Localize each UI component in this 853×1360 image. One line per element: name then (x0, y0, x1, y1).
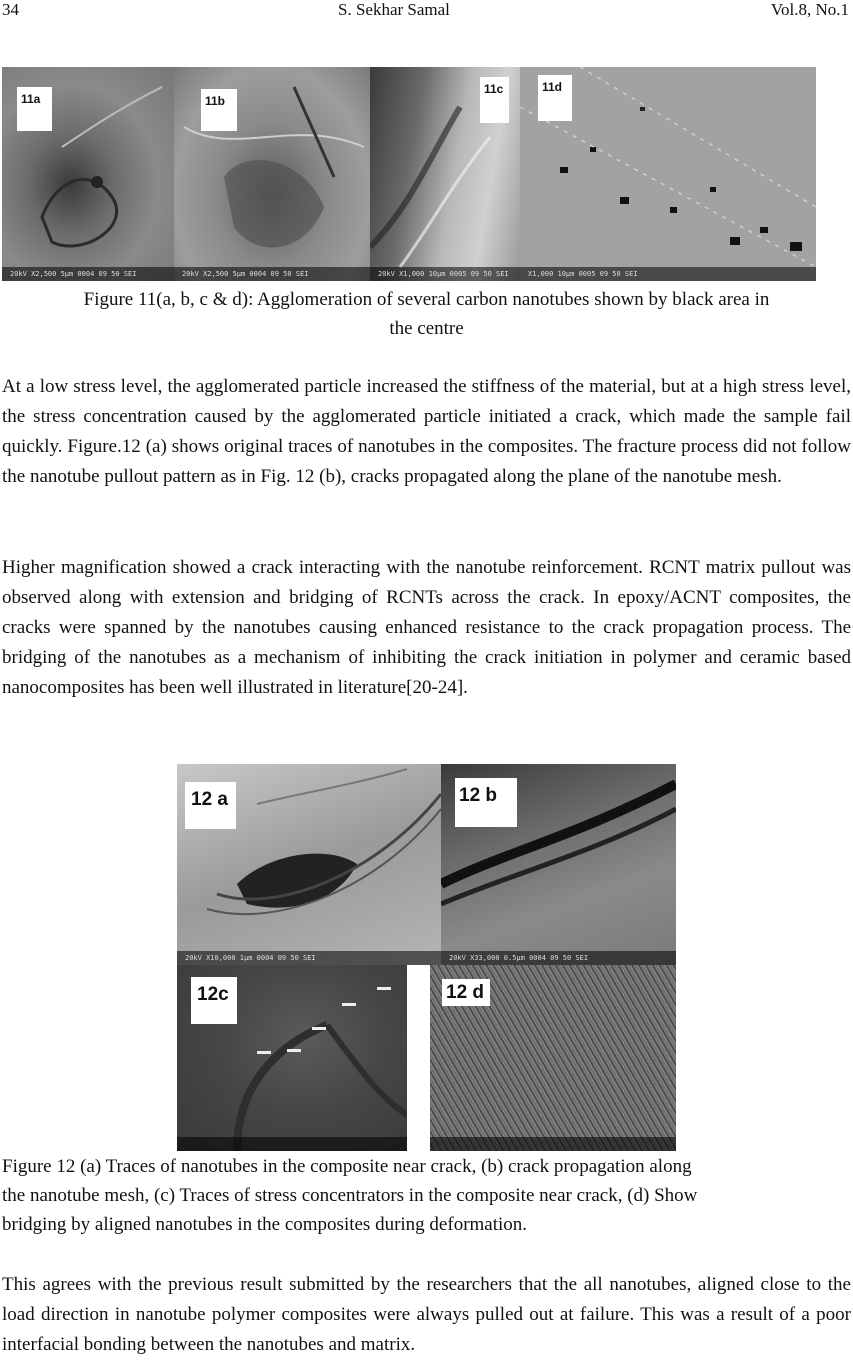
body-paragraph: Higher magnification showed a crack interacting with the nanotube reinforcement. RCNT matrix pullout was observed along with extension and bridging of RCNTs across the crack. In epoxy/ACNT composites, the cracks were spanned by the nanotubes causing enhanced resistance to the crack propagation process. The bridging of the nanotubes as a mechanism of inhibiting the crack initiation in polymer and ceramic based nanocomposites has been well illustrated in literature[20-24]. (2, 557, 851, 698)
figure-12-caption-line: bridging by aligned nanotubes in the composites during deformation. (2, 1214, 528, 1235)
figure-11b-scale: 20kV X2,500 5µm 0004 09 50 SEI (174, 267, 370, 281)
figure-11d-scale: X1,000 10µm 0005 09 50 SEI (520, 267, 816, 281)
figure-11c-scale: 20kV X1,000 10µm 0005 09 50 SEI (370, 267, 520, 281)
figure-11a-panel (2, 67, 174, 281)
page-header (0, 0, 853, 22)
figure-12-image (177, 764, 676, 1151)
figure-11c-label: 11c (480, 77, 509, 123)
figure-12c-panel (177, 965, 407, 1151)
figure-12d-label: 12 d (442, 979, 490, 1006)
figure-11-caption (0, 285, 853, 343)
figure-11c-panel (370, 67, 520, 281)
figure-12d-panel (430, 965, 676, 1151)
figure-11-image (2, 67, 816, 281)
figure-11-caption-line: Figure 11(a, b, c & d): Agglomeration of several carbon nanotubes shown by black area in (83, 289, 770, 310)
figure-11b-panel (174, 67, 370, 281)
figure-12-caption-line: the nanotube mesh, (c) Traces of stress concentrators in the composite near crack, (d) Show (2, 1185, 698, 1206)
page-number: 34 (2, 0, 19, 19)
figure-11-caption-line: the centre (389, 318, 464, 339)
figure-12c-scale (177, 1137, 407, 1151)
figure-11d-panel (520, 67, 816, 281)
figure-12-caption-line: Figure 12 (a) Traces of nanotubes in the composite near crack, (b) crack propagation along (2, 1156, 692, 1177)
figure-12a-panel (177, 764, 441, 965)
figure-11a-scale: 20kV X2,500 5µm 0004 09 50 SEI (2, 267, 174, 281)
body-paragraph: At a low stress level, the agglomerated particle increased the stiffness of the material, but at a high stress level, the stress concentration caused by the agglomerated particle initiated a crack, which made the sample fail quickly. Figure.12 (a) shows original traces of nanotubes in the composites. The fracture process did not follow the nanotube pullout pattern as in Fig. 12 (b), cracks propagated along the plane of the nanotube mesh. (2, 376, 851, 487)
figure-12d-scale (430, 1137, 676, 1151)
figure-12b-panel (441, 764, 676, 965)
figure-12-caption (2, 1152, 852, 1239)
figure-12c-label: 12c (191, 977, 237, 1024)
figure-12b-label: 12 b (455, 778, 517, 827)
running-author: S. Sekhar Samal (338, 0, 450, 19)
volume-issue: Vol.8, No.1 (770, 0, 849, 19)
figure-12a-label: 12 a (185, 782, 236, 829)
figure-11a-label: 11a (17, 87, 52, 131)
figure-11d-label: 11d (538, 75, 572, 121)
body-paragraph: This agrees with the previous result submitted by the researchers that the all nanotubes, aligned close to the load direction in nanotube polymer composites were always pulled out at failure. This was a result of a poor interfacial bonding between the nanotubes and matrix. (2, 1274, 851, 1355)
figure-12a-scale: 20kV X10,000 1µm 0004 09 50 SEI (177, 951, 441, 965)
figure-11b-label: 11b (201, 89, 237, 131)
figure-12b-scale: 20kV X33,000 0.5µm 0004 09 50 SEI (441, 951, 676, 965)
